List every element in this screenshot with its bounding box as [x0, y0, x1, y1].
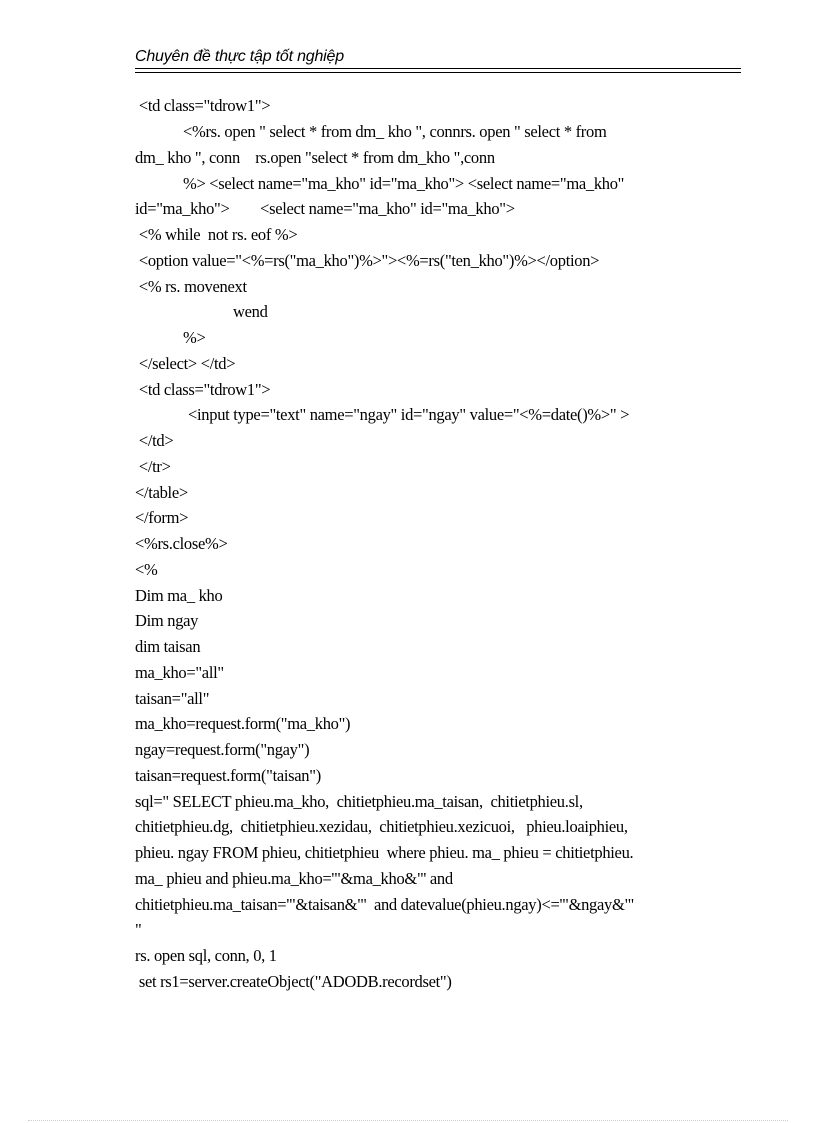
code-line: dm_ kho ", conn rs.open "select * from dm_kho ",conn	[135, 148, 495, 167]
code-line: </form>	[135, 508, 189, 527]
code-line: chitietphieu.dg, chitietphieu.xezidau, chitietphieu.xezicuoi, phieu.loaiphieu,	[135, 817, 628, 836]
code-line: <%	[135, 560, 158, 579]
code-line: <option value="<%=rs("ma_kho")%>"><%=rs("ten_kho")%></option>	[135, 251, 600, 270]
code-line: <% rs. movenext	[135, 277, 247, 296]
code-line: <% while not rs. eof %>	[135, 225, 298, 244]
code-line: <%rs. open " select * from dm_ kho ", connrs. open " select * from	[183, 122, 607, 141]
code-line: phieu. ngay FROM phieu, chitietphieu where phieu. ma_ phieu = chitietphieu.	[135, 843, 634, 862]
code-line: chitietphieu.ma_taisan='"&taisan&"' and datevalue(phieu.ngay)<='"&ngay&"'	[135, 895, 634, 914]
page-header-title: Chuyên đề thực tập tốt nghiệp	[135, 48, 344, 65]
code-line: ma_ phieu and phieu.ma_kho='"&ma_kho&"' and	[135, 869, 453, 888]
code-line: </td>	[135, 431, 174, 450]
code-line: ngay=request.form("ngay")	[135, 740, 310, 759]
code-line: ma_kho="all"	[135, 663, 224, 682]
header-rule-top	[135, 68, 741, 69]
code-line: id="ma_kho"> <select name="ma_kho" id="ma_kho">	[135, 199, 515, 218]
code-line: wend	[233, 302, 268, 321]
code-line: <input type="text" name="ngay" id="ngay" value="<%=date()%>" >	[188, 405, 630, 424]
code-line: set rs1=server.createObject("ADODB.recordset")	[135, 972, 452, 991]
code-line: Dim ngay	[135, 611, 199, 630]
code-line: taisan=request.form("taisan")	[135, 766, 321, 785]
code-line: dim taisan	[135, 637, 201, 656]
code-line: ma_kho=request.form("ma_kho")	[135, 714, 351, 733]
code-line: taisan="all"	[135, 689, 210, 708]
header-rule-bottom	[135, 72, 741, 73]
code-line: </table>	[135, 483, 188, 502]
code-line: sql=" SELECT phieu.ma_kho, chitietphieu.ma_taisan, chitietphieu.sl,	[135, 792, 583, 811]
code-line: "	[135, 920, 142, 939]
code-line: <td class="tdrow1">	[135, 380, 271, 399]
code-line: </tr>	[135, 457, 171, 476]
footer-dotted-rule	[28, 1120, 788, 1121]
code-line: %> <select name="ma_kho" id="ma_kho"> <select name="ma_kho"	[183, 174, 625, 193]
code-line: </select> </td>	[135, 354, 236, 373]
code-line: rs. open sql, conn, 0, 1	[135, 946, 277, 965]
code-line: %>	[183, 328, 206, 347]
code-line: <%rs.close%>	[135, 534, 228, 553]
code-line: <td class="tdrow1">	[135, 96, 271, 115]
code-line: Dim ma_ kho	[135, 586, 223, 605]
